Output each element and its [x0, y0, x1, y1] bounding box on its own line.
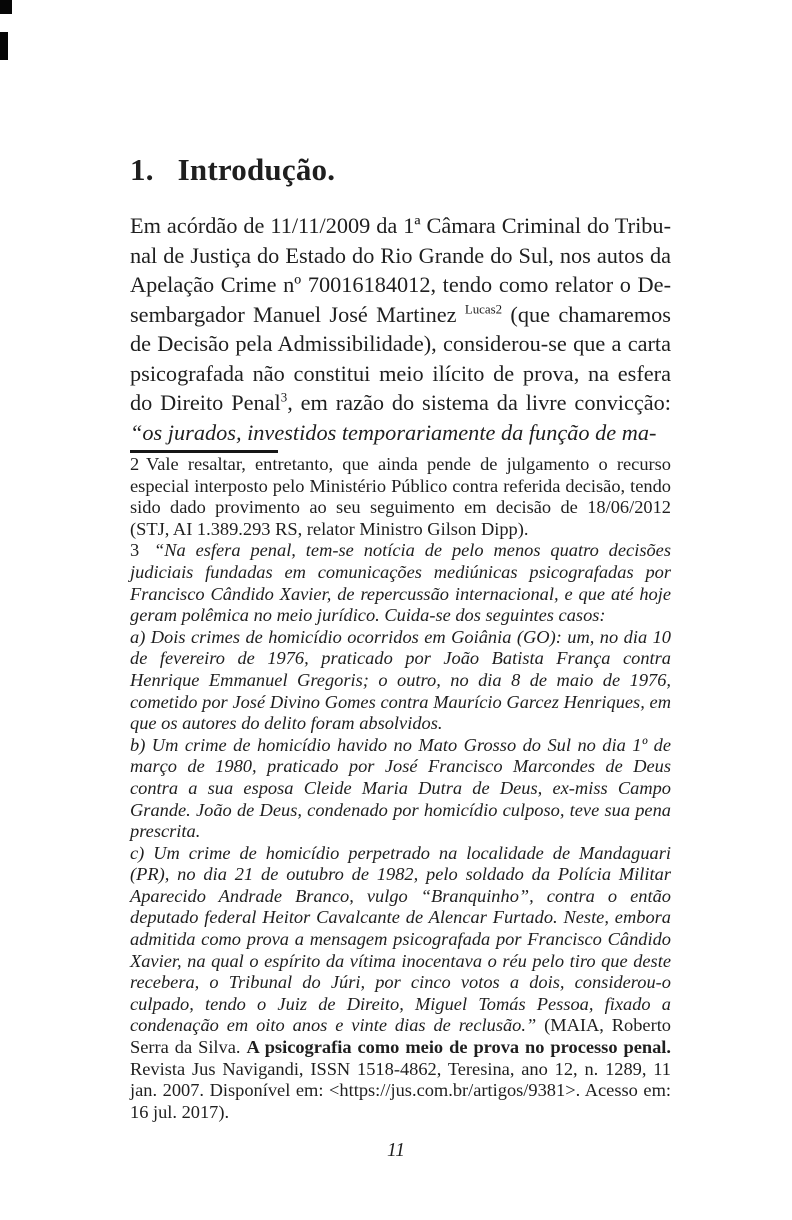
citation-text: (MAIA, Roberto Serra da Silva.	[130, 1015, 671, 1058]
footnote-2	[130, 454, 671, 540]
page-number: 11	[386, 1140, 406, 1161]
footnote-3-paragraph-b	[130, 735, 671, 843]
footnote-ref-3: 3	[280, 389, 288, 405]
section-heading	[130, 154, 335, 185]
footnote-3-marker: 3	[130, 540, 140, 561]
scan-artifact-mark	[0, 0, 12, 14]
citation-text: Revista Jus Navigandi, ISSN 1518-4862, Teresina, ano 12, n. 1289, 11 jan. 2007. Disponível em: <https://jus.com.br/artigos/9381>. Acesso em: 16 jul. 2017).	[130, 1058, 671, 1122]
footnote-3-text: a) Dois crimes de homicídio ocorridos em Goiânia (GO): um, no dia 10 de fevereiro de 1976, praticado por João Batista França contra Henrique Emmanuel Gregoris; o outro, no dia 8 de maio de 1976, cometido por José Divino Gomes contra Maurício Garcez Henriques, em que os autores do delito foram absolvidos.	[130, 626, 671, 734]
footnote-2-text: Vale resaltar, entretanto, que ainda pende de julgamento o recurso especial interposto pelo Ministério Público contra referida decisão, tendo sido dado provimento ao seu seguimento em decisão de 18/06/2012 (STJ, AI 1.389.293 RS, relator Ministro Gilson Dipp).	[130, 454, 671, 539]
scan-artifact-mark	[0, 32, 8, 60]
footnote-3-text: “Na esfera penal, tem-se notícia de pelo menos quatro decisões judiciais fundadas em comunicações mediúnicas psicografadas por Francisco Cândido Xavier, de repercussão internacional, e que até hoje geram polêmica no meio jurídico. Cuida-se dos seguintes casos:	[130, 540, 671, 626]
section-number: 1.	[130, 152, 154, 187]
paragraph-text: Em acórdão de 11/11/2009 da 1ª Câmara Criminal do Tribunal de Justiça do Estado do Rio Grande do Sul, nos autos da Apelação Crime nº 70016184012, tendo como relator o Desembargador Manuel José Martinez	[130, 213, 671, 327]
footnote-3-text: c) Um crime de homicídio perpetrado na localidade de Mandaguari (PR), no dia 21 de outubro de 1982, pelo soldado da Polícia Militar Aparecido Andrade Branco, vulgo “Branquinho”, contra o então deputado federal Heitor Cavalcante de Alencar Furtado. Neste, embora admitida como prova a mensagem psicografada por Francisco Cândido Xavier, na qual o espírito da vítima inocentava o réu pelo tiro que deste recebera, o Tribunal do Júri, por cinco votos a dois, considerou-o culpado, tendo o Juiz de Direito, Miguel Tomás Pessoa, fixado a condenação em oito anos e vinte dias de reclusão.”	[130, 842, 671, 1036]
footnote-separator-rule	[130, 450, 278, 453]
footnotes-block	[130, 454, 671, 1123]
footnote-ref-2: Lucas2	[464, 301, 503, 317]
citation-title: A psicografia como meio de prova no processo penal.	[246, 1037, 672, 1058]
main-paragraph	[130, 211, 671, 447]
paragraph-text: , em razão do sistema da livre convicção:	[287, 390, 672, 415]
footnote-3-text: b) Um crime de homicídio havido no Mato Grosso do Sul no dia 1º de março de 1980, praticado por José Francisco Marcondes de Deus contra a sua esposa Cleide Maria Dutra de Deus, ex-miss Campo Grande. João de Deus, condenado por homicídio culposo, teve sua pena prescrita.	[130, 734, 671, 842]
quoted-text: “os jurados, investidos temporariamente da função de ma-	[130, 419, 657, 445]
paragraph-text: (que chamaremos de Decisão pela Admissibilidade), considerou-se que a carta psicografada não constitui meio ilícito de prova, na esfera do Direito Penal	[130, 301, 671, 415]
footnote-3-paragraph-1	[130, 540, 671, 626]
section-title: Introdução.	[177, 152, 336, 187]
footnote-2-marker: 2	[130, 454, 140, 474]
footnote-3-paragraph-a	[130, 627, 671, 735]
footnote-3-paragraph-c	[130, 843, 671, 1124]
